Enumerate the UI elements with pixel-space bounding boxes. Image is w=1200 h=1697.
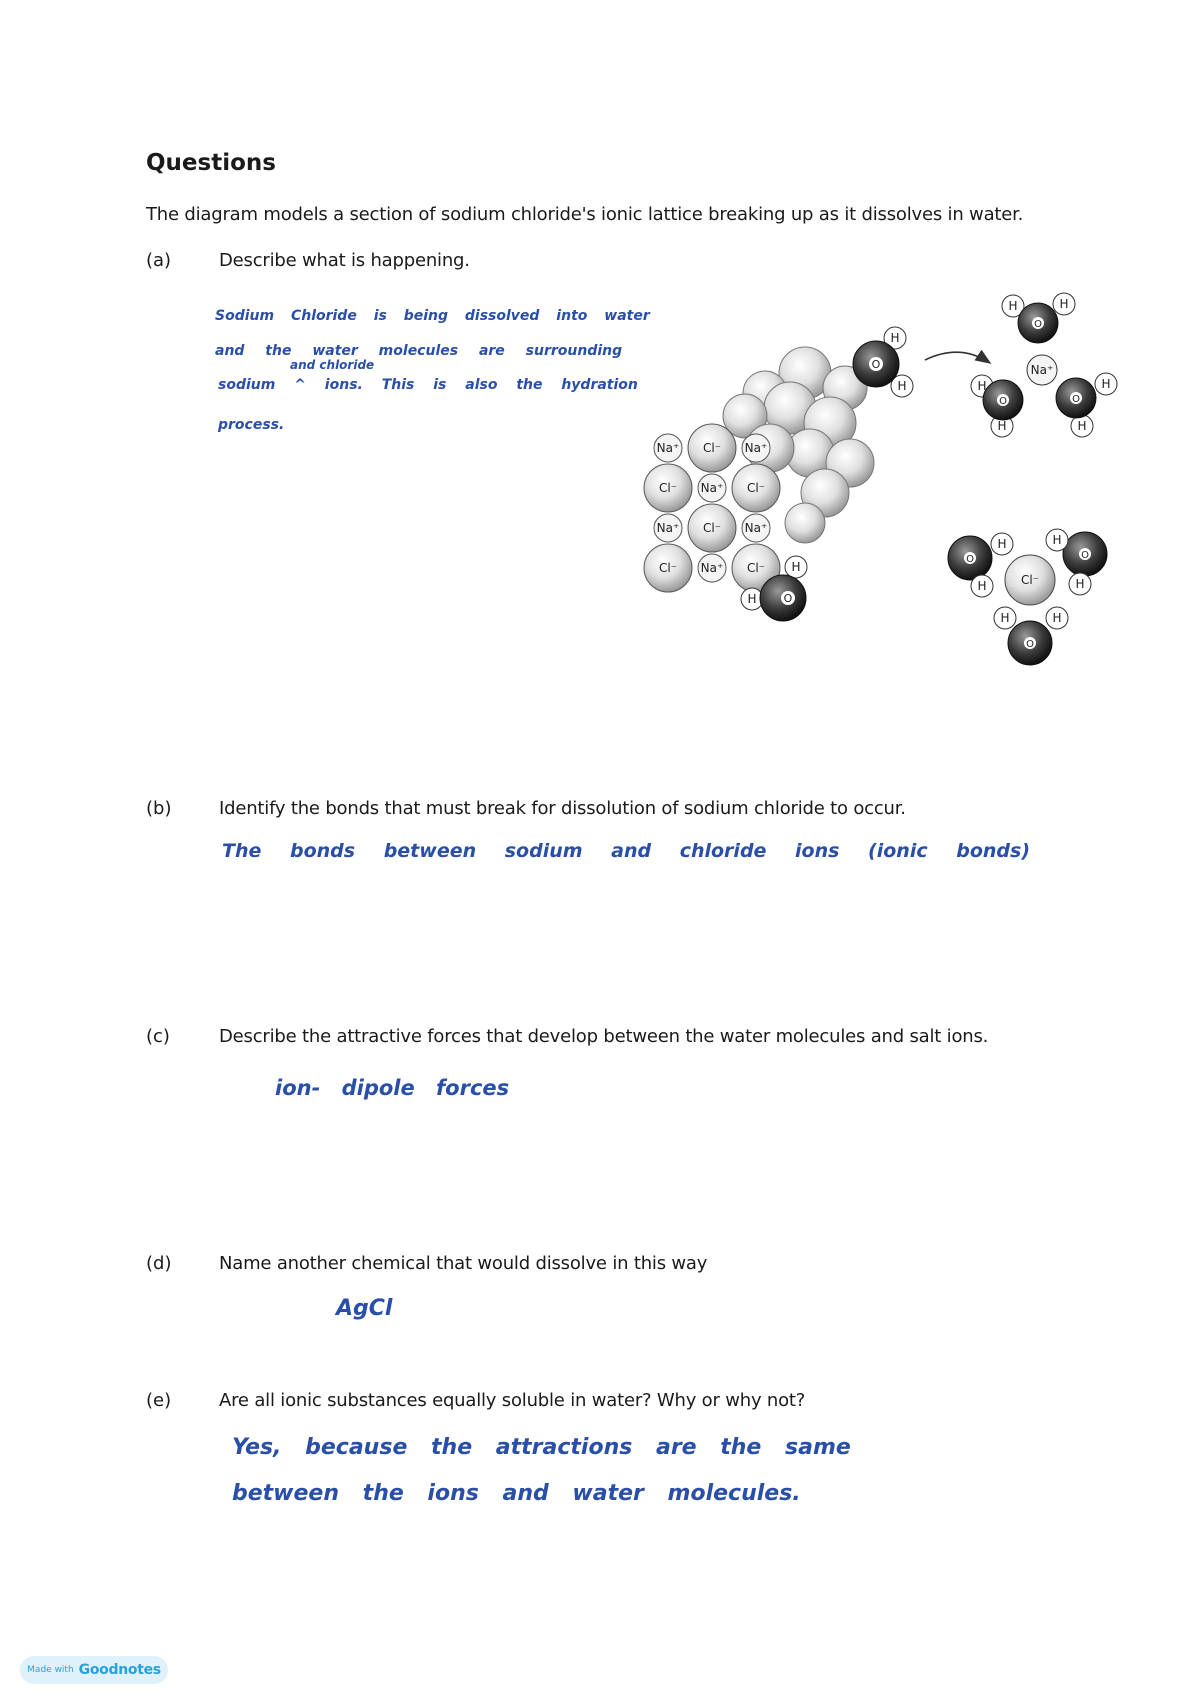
- hydrated-chloride-cluster: [948, 529, 1107, 665]
- answer-d: AgCl: [336, 1296, 393, 1321]
- hydrogen-label: H: [897, 379, 907, 393]
- answer-a-line4: process.: [218, 417, 285, 433]
- hydrogen-label: H: [1008, 299, 1018, 313]
- answer-a-line1: Sodium Chloride is being dissolved into water: [215, 308, 650, 324]
- lattice-label: Cl⁻: [746, 561, 766, 575]
- hydrogen-label: H: [1077, 419, 1087, 433]
- lattice-label: Cl⁻: [702, 521, 722, 535]
- question-e-text: Are all ionic substances equally soluble in water? Why or why not?: [219, 1390, 806, 1411]
- oxygen-label: O: [871, 358, 881, 371]
- hydrogen-label: H: [1059, 297, 1069, 311]
- lattice-label: Cl⁻: [658, 481, 678, 495]
- answer-a-line2: and the water molecules are surrounding: [215, 343, 623, 359]
- answer-e-line1: Yes, because the attractions are the same: [232, 1435, 851, 1460]
- question-d-text: Name another chemical that would dissolve in this way: [219, 1253, 708, 1274]
- hydrogen-label: H: [1000, 611, 1010, 625]
- question-a-text: Describe what is happening.: [219, 250, 470, 271]
- lattice-label: Cl⁻: [658, 561, 678, 575]
- oxygen-label: O: [1072, 394, 1080, 405]
- oxygen-label: O: [1034, 319, 1042, 330]
- lattice-label: Na⁺: [744, 521, 768, 535]
- hydrogen-label: H: [1101, 377, 1111, 391]
- answer-c: ion- dipole forces: [275, 1076, 510, 1100]
- question-b-text: Identify the bonds that must break for dissolution of sodium chloride to occur.: [219, 798, 906, 819]
- hydrogen-label: H: [997, 419, 1007, 433]
- oxygen-label: O: [999, 396, 1007, 407]
- answer-b: The bonds between sodium and chloride ions (ionic bonds): [222, 840, 1031, 862]
- intro-text: The diagram models a section of sodium chloride's ionic lattice breaking up as it dissolves in water.: [146, 204, 1024, 225]
- hydrogen-label: H: [890, 331, 900, 345]
- hydrogen-label: H: [997, 537, 1007, 551]
- hydrogen-label: H: [791, 560, 801, 574]
- question-c-label: (c): [146, 1026, 170, 1047]
- question-a-label: (a): [146, 250, 172, 271]
- hydrogen-label: H: [977, 379, 987, 393]
- answer-a-line3: sodium ^ ions. This is also the hydration: [218, 377, 638, 393]
- answer-e-line2: between the ions and water molecules.: [232, 1481, 801, 1506]
- hydrogen-label: H: [1052, 533, 1062, 547]
- dissolution-diagram: [640, 288, 1120, 678]
- question-e-label: (e): [146, 1390, 172, 1411]
- oxygen-label: O: [966, 554, 974, 565]
- lattice-label: Na⁺: [700, 481, 724, 495]
- lattice-label: Na⁺: [744, 441, 768, 455]
- hydrogen-label: H: [1075, 577, 1085, 591]
- lattice-label: Na⁺: [656, 441, 680, 455]
- goodnotes-badge: [20, 1656, 168, 1684]
- badge-prefix: Made with: [27, 1665, 74, 1675]
- chloride-ion-label: Cl⁻: [1020, 573, 1040, 587]
- sodium-ion-label: Na⁺: [1030, 363, 1054, 377]
- dissolution-arrow: [925, 352, 990, 363]
- question-b-label: (b): [146, 798, 172, 819]
- hydrogen-label: H: [747, 592, 757, 606]
- oxygen-label: O: [783, 592, 793, 605]
- oxygen-label: O: [1026, 639, 1034, 650]
- question-c-text: Describe the attractive forces that develop between the water molecules and salt ions.: [219, 1026, 989, 1047]
- page-heading: Questions: [146, 150, 276, 176]
- oxygen-label: O: [1081, 550, 1089, 561]
- hydrated-sodium-cluster: [971, 293, 1117, 437]
- hydrogen-label: H: [977, 579, 987, 593]
- answer-a-insert: and chloride: [290, 358, 375, 372]
- lattice-label: Na⁺: [700, 561, 724, 575]
- lattice-label: Cl⁻: [702, 441, 722, 455]
- hydrogen-label: H: [1052, 611, 1062, 625]
- lattice-label: Na⁺: [656, 521, 680, 535]
- question-d-label: (d): [146, 1253, 172, 1274]
- lattice-label: Cl⁻: [746, 481, 766, 495]
- badge-brand: Goodnotes: [78, 1662, 161, 1678]
